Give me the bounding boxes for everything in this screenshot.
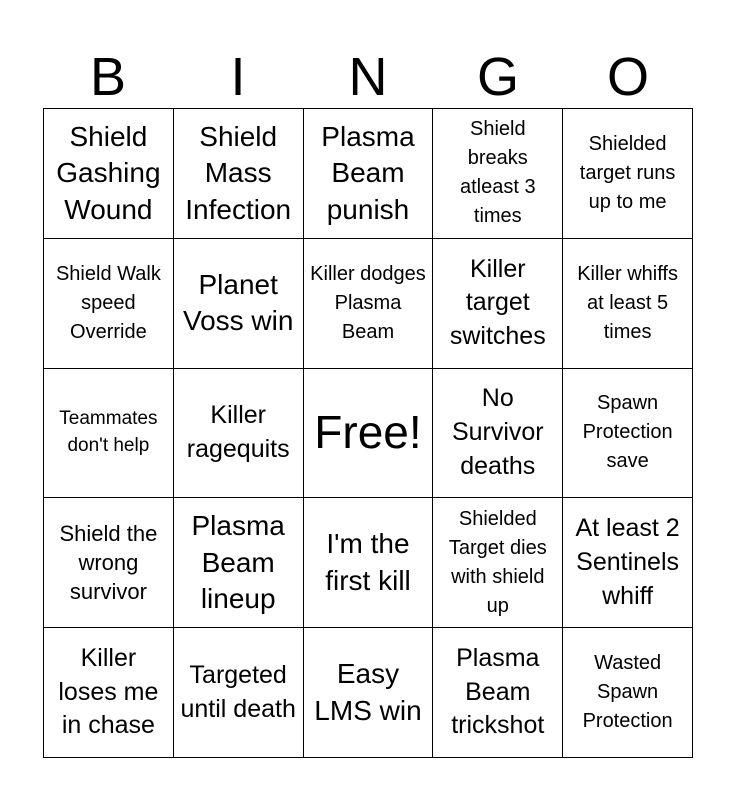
- bingo-cell[interactable]: Plasma Beam trickshot: [433, 628, 563, 758]
- bingo-cell[interactable]: Planet Voss win: [174, 239, 304, 369]
- bingo-cell[interactable]: Plasma Beam punish: [304, 109, 434, 239]
- bingo-cell[interactable]: Spawn Protection save: [563, 369, 693, 499]
- bingo-cell[interactable]: Shielded target runs up to me: [563, 109, 693, 239]
- bingo-cell[interactable]: Killer ragequits: [174, 369, 304, 499]
- bingo-cell[interactable]: Killer dodges Plasma Beam: [304, 239, 434, 369]
- bingo-cell[interactable]: Shielded Target dies with shield up: [433, 498, 563, 628]
- bingo-grid: [43, 108, 693, 758]
- header-letter-g: G: [476, 47, 519, 107]
- bingo-cell[interactable]: Targeted until death: [174, 628, 304, 758]
- bingo-cell[interactable]: No Survivor deaths: [433, 369, 563, 499]
- header-letter-o: O: [606, 47, 649, 107]
- header-letter-b: B: [89, 47, 127, 107]
- bingo-cell[interactable]: Shield breaks atleast 3 times: [433, 109, 563, 239]
- bingo-cell[interactable]: I'm the first kill: [304, 498, 434, 628]
- bingo-cell[interactable]: Plasma Beam lineup: [174, 498, 304, 628]
- bingo-cell[interactable]: Killer whiffs at least 5 times: [563, 239, 693, 369]
- bingo-cell[interactable]: Shield the wrong survivor: [44, 498, 174, 628]
- bingo-cell[interactable]: Shield Mass Infection: [174, 109, 304, 239]
- free-space-cell[interactable]: Free!: [304, 369, 434, 499]
- bingo-cell[interactable]: Killer target switches: [433, 239, 563, 369]
- bingo-cell[interactable]: At least 2 Sentinels whiff: [563, 498, 693, 628]
- bingo-cell[interactable]: Teammates don't help: [44, 369, 174, 499]
- header-letter-i: I: [230, 47, 246, 107]
- bingo-cell[interactable]: Shield Gashing Wound: [44, 109, 174, 239]
- bingo-cell[interactable]: Easy LMS win: [304, 628, 434, 758]
- bingo-cell[interactable]: Shield Walk speed Override: [44, 239, 174, 369]
- header-letter-n: N: [348, 47, 388, 107]
- bingo-header: [43, 46, 693, 108]
- bingo-cell[interactable]: Killer loses me in chase: [44, 628, 174, 758]
- bingo-cell[interactable]: Wasted Spawn Protection: [563, 628, 693, 758]
